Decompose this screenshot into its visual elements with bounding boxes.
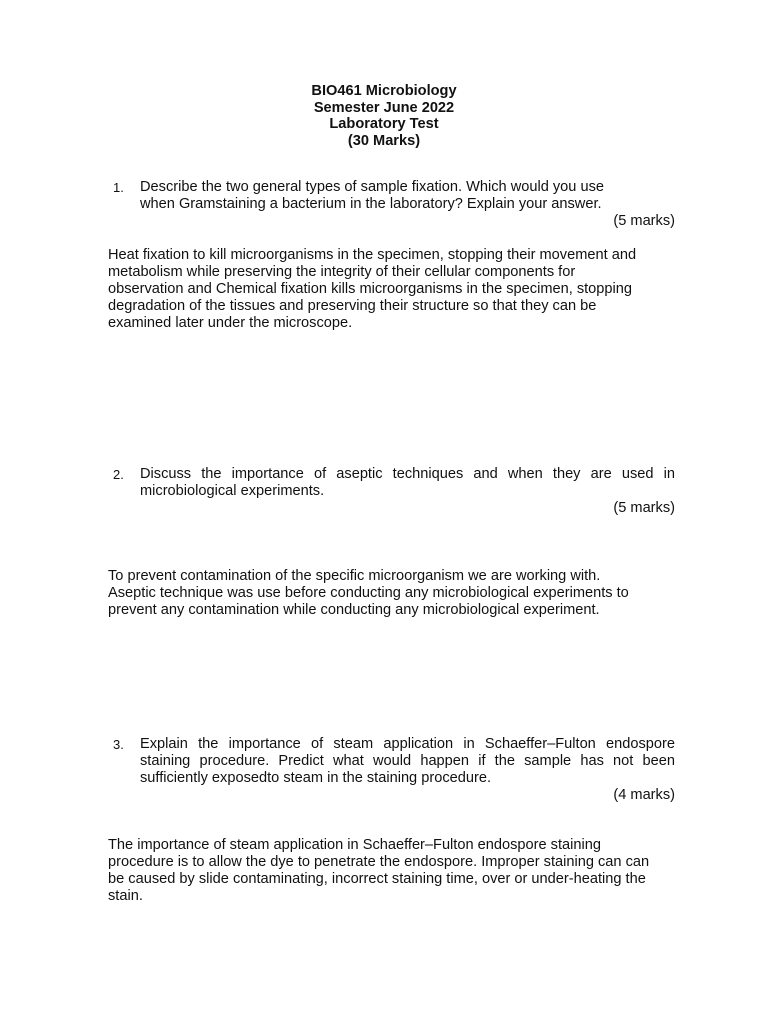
question-line: microbiological experiments. xyxy=(140,483,325,499)
question-3 xyxy=(113,736,675,804)
document-header xyxy=(0,83,768,149)
question-number: 2. xyxy=(113,467,124,482)
semester-label: Semester June 2022 xyxy=(313,99,455,116)
answer-line: Heat fixation to kill microorganisms in the specimen, stopping their movement and xyxy=(108,247,637,263)
answer-line: The importance of steam application in Schaeffer–Fulton endospore staining xyxy=(108,837,601,853)
question-text xyxy=(140,179,675,213)
question-line: Describe the two general types of sample fixation. Which would you use xyxy=(140,179,604,195)
question-marks: (4 marks) xyxy=(613,787,675,803)
answer-line: Aseptic technique was use before conducting any microbiological experiments to xyxy=(108,585,629,601)
answer-line: stain. xyxy=(108,888,143,904)
question-marks: (5 marks) xyxy=(613,213,675,229)
answer-line: metabolism while preserving the integrity of their cellular components for xyxy=(108,264,576,280)
question-line: sufficiently exposedto steam in the staining procedure. xyxy=(140,770,491,786)
total-marks: (30 Marks) xyxy=(347,132,421,149)
answer-2 xyxy=(108,568,688,619)
question-1 xyxy=(113,179,675,230)
question-2 xyxy=(113,466,675,517)
answer-3 xyxy=(108,837,688,905)
question-text xyxy=(140,466,675,500)
answer-line: be caused by slide contaminating, incorrect staining time, over or under-heating the xyxy=(108,871,646,887)
question-line: staining procedure. Predict what would happen if the sample has not been xyxy=(140,753,675,769)
question-number: 3. xyxy=(113,737,124,752)
answer-line: examined later under the microscope. xyxy=(108,315,353,331)
answer-line: To prevent contamination of the specific microorganism we are working with. xyxy=(108,568,601,584)
answer-line: degradation of the tissues and preserving their structure so that they can be xyxy=(108,298,597,314)
question-marks: (5 marks) xyxy=(613,500,675,516)
question-text xyxy=(140,736,675,787)
answer-line: prevent any contamination while conducting any microbiological experiment. xyxy=(108,602,600,618)
question-line: when Gramstaining a bacterium in the laboratory? Explain your answer. xyxy=(140,196,602,212)
question-line: Discuss the importance of aseptic techniques and when they are used in xyxy=(140,466,675,482)
answer-line: observation and Chemical fixation kills microorganisms in the specimen, stopping xyxy=(108,281,632,297)
answer-line: procedure is to allow the dye to penetrate the endospore. Improper staining can can xyxy=(108,854,650,870)
question-number: 1. xyxy=(113,180,124,195)
question-line: Explain the importance of steam application in Schaeffer–Fulton endospore xyxy=(140,736,675,752)
answer-1 xyxy=(108,247,688,332)
course-title: BIO461 Microbiology xyxy=(311,83,457,99)
test-title: Laboratory Test xyxy=(329,116,439,132)
